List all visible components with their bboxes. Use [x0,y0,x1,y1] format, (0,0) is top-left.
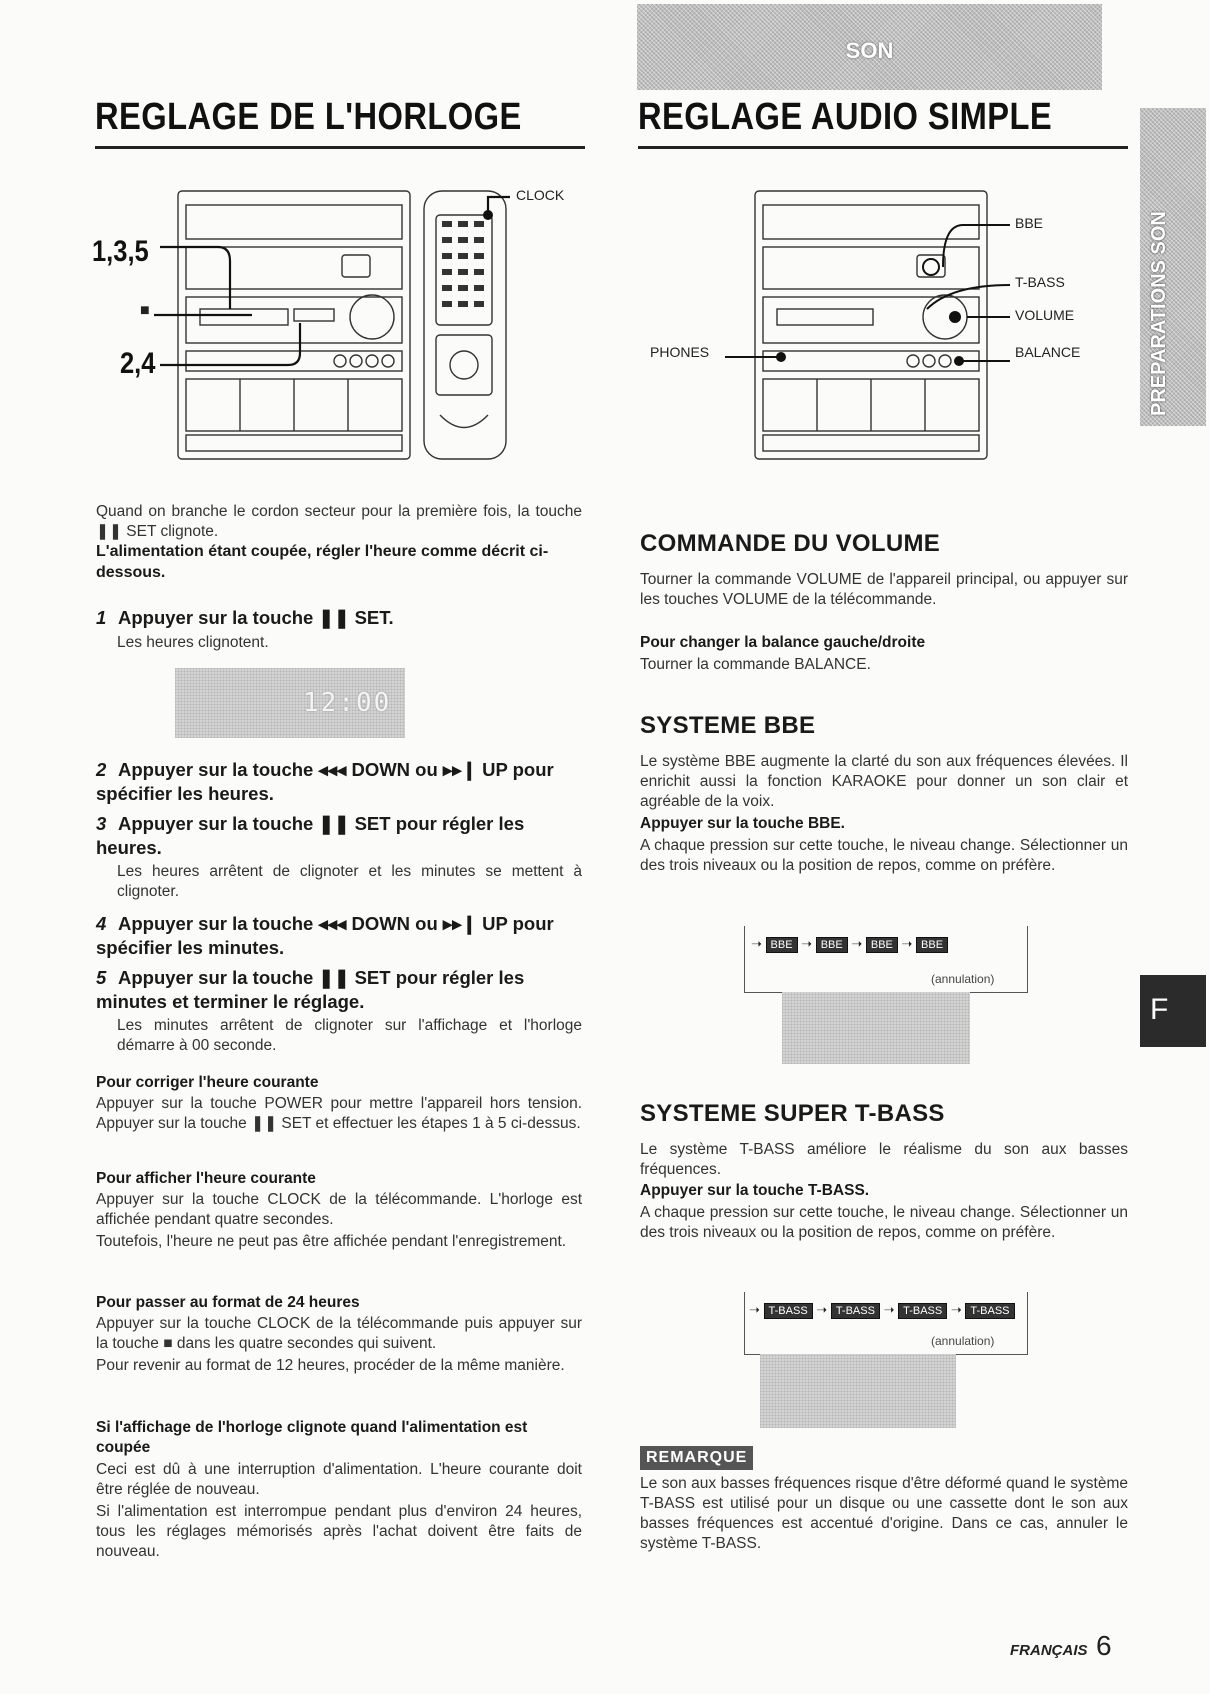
son-tab-label: SON [845,38,894,63]
volume-heading: COMMANDE DU VOLUME [640,530,941,557]
clock-step-5 [96,966,582,1014]
audio-device-diagram [650,185,1125,475]
tbass-heading: SYSTEME SUPER T-BASS [640,1100,945,1127]
page-title-right: REGLAGE AUDIO SIMPLE [638,96,1053,138]
tbass-badge-off: T-BASS [965,1303,1014,1319]
side-tab-label: PREPARATIONS SON [1148,211,1170,416]
tbass-levels-row [749,1302,1015,1319]
tbass-cancel-label: (annulation) [931,1334,995,1348]
page-title-left: REGLAGE DE L'HORLOGE [95,96,522,138]
tbass-level-sequence [744,1292,1028,1355]
bbe-level-sequence [744,926,1028,993]
bbe-badge-2: BBE [816,937,848,953]
bbe-heading: SYSTEME BBE [640,712,816,739]
lcd-clock-readout: 12:00 [303,688,392,718]
title-rule-left [95,146,585,149]
correct-time-title: Pour corriger l'heure courante [96,1074,319,1091]
side-section-tab [1140,108,1206,426]
blink-text-2: Si l'alimentation est interrompue pendant plus d'environ 24 heures, tous les réglages mémorisés après l'achat doivent être faits de nouveau. [96,1503,582,1560]
step-text: Appuyer sur la touche ◂◂◂ DOWN ou ▸▸❙ UP pour spécifier les heures. [96,759,554,804]
arrow-icon: ➝ [751,936,762,951]
bbe-cancel-label: (annulation) [931,972,995,986]
clock-step-5-note: Les minutes arrêtent de clignoter sur l'affichage et l'horloge démarre à 00 seconde. [117,1017,582,1054]
label-bbe: BBE [1015,215,1044,231]
tbass-press-title: Appuyer sur la touche T-BASS. [640,1182,870,1199]
balance-text: Tourner la commande BALANCE. [640,656,871,673]
tbass-press-text: A chaque pression sur cette touche, le niveau change. Sélectionner un des trois niveaux ou la position de repos, comme on préfère. [640,1204,1128,1241]
label-step-135: 1,3,5 [92,235,149,268]
bbe-badge-off: BBE [916,937,948,953]
step-text: Appuyer sur la touche ❚❚ SET. [118,607,394,628]
stereo-front-illustration [655,185,1125,475]
step-text: Appuyer sur la touche ❚❚ SET pour régler les minutes et terminer le réglage. [96,967,525,1012]
format-24h-text-2: Pour revenir au format de 12 heures, procéder de la même manière. [96,1357,565,1374]
footer-language: FRANÇAIS [1010,1642,1088,1659]
label-volume: VOLUME [1015,307,1075,323]
stereo-and-remote-illustration [90,185,590,475]
language-tab [1140,975,1206,1047]
show-time-text-1: Appuyer sur la touche CLOCK de la télécommande. L'horloge est affichée pendant quatre secondes. [96,1191,582,1228]
correct-time-text: Appuyer sur la touche POWER pour mettre l'appareil hors tension. Appuyer sur la touche ❚❚ SET et effectuer les étapes 1 à 5 ci-dessus. [96,1095,582,1132]
clock-step-3 [96,812,582,860]
arrow-icon: ➝ [883,1302,895,1317]
clock-step-1-note: Les heures clignotent. [117,634,269,651]
arrow-icon: ➝ [950,1302,962,1317]
step-number: 5 [96,967,107,988]
bbe-press-text: A chaque pression sur cette touche, le niveau change. Sélectionner un des trois niveaux ou la position de repos, comme on préfère. [640,837,1128,874]
remarque-text: Le son aux basses fréquences risque d'être déformé quand le système T-BASS est utilisé pour un disque ou une cassette dont le son aux basses fréquences est accentué d'origine. Dans ce cas, annuler le système T-BASS. [640,1475,1128,1552]
tbass-display-illustration [760,1354,956,1428]
label-stop-button: ■ [140,302,150,319]
page-number: 6 [1095,1630,1112,1661]
format-24h-title: Pour passer au format de 24 heures [96,1294,360,1311]
step-text: Appuyer sur la touche ◂◂◂ DOWN ou ▸▸❙ UP pour spécifier les minutes. [96,913,554,958]
clock-intro-bold: L'alimentation étant coupée, régler l'heure comme décrit ci-dessous. [96,543,549,581]
arrow-icon: ➝ [801,936,813,951]
tbass-badge-2: T-BASS [831,1303,880,1319]
bbe-badge-3: BBE [866,937,898,953]
step-number: 3 [96,813,107,834]
clock-device-diagram [90,185,590,475]
blink-title: Si l'affichage de l'horloge clignote quand l'alimentation est coupée [96,1419,528,1456]
bbe-text: Le système BBE augmente la clarté du son aux fréquences élevées. Il enrichit aussi la fonction KARAOKE pour donner un son clair et agréable de la voix. [640,753,1128,810]
format-24h-text-1: Appuyer sur la touche CLOCK de la télécommande puis appuyer sur la touche ■ dans les quatre secondes qui suivent. [96,1315,582,1352]
title-rule-right [638,146,1128,149]
step-number: 2 [96,759,107,780]
clock-lcd-display [175,668,405,738]
bbe-display-illustration [782,992,970,1064]
label-clock: CLOCK [516,187,565,203]
step-number: 4 [96,913,107,934]
tbass-text: Le système T-BASS améliore le réalisme du son aux basses fréquences. [640,1141,1128,1178]
arrow-icon: ➝ [901,936,913,951]
tbass-badge-3: T-BASS [898,1303,947,1319]
arrow-icon: ➝ [816,1302,828,1317]
remarque-label: REMARQUE [640,1446,753,1470]
label-step-24: 2,4 [120,347,156,380]
clock-intro: Quand on branche le cordon secteur pour la première fois, la touche ❚❚ SET clignote. [96,503,582,540]
clock-step-3-note: Les heures arrêtent de clignoter et les minutes se mettent à clignoter. [117,863,582,900]
label-phones: PHONES [650,344,710,360]
arrow-icon: ➝ [851,936,863,951]
volume-text: Tourner la commande VOLUME de l'appareil principal, ou appuyer sur les touches VOLUME de la télécommande. [640,571,1128,608]
tbass-badge-1: T-BASS [764,1303,813,1319]
step-number: 1 [96,607,107,628]
clock-step-1 [96,606,582,630]
blink-text-1: Ceci est dû à une interruption d'alimentation. L'heure courante doit être réglée de nouveau. [96,1461,582,1498]
show-time-title: Pour afficher l'heure courante [96,1170,316,1187]
step-text: Appuyer sur la touche ❚❚ SET pour régler les heures. [96,813,525,858]
son-header-tab [637,4,1102,90]
label-balance: BALANCE [1015,344,1081,360]
show-time-text-2: Toutefois, l'heure ne peut pas être affichée pendant l'enregistrement. [96,1233,567,1250]
bbe-press-title: Appuyer sur la touche BBE. [640,815,845,832]
arrow-icon: ➝ [749,1302,760,1317]
clock-step-4 [96,912,582,960]
balance-title: Pour changer la balance gauche/droite [640,634,926,651]
bbe-badge-1: BBE [766,937,798,953]
page-footer [1010,1630,1112,1662]
language-tab-label: F [1150,993,1169,1026]
clock-step-2 [96,758,582,806]
bbe-levels-row [751,936,948,953]
label-tbass: T-BASS [1015,274,1065,290]
